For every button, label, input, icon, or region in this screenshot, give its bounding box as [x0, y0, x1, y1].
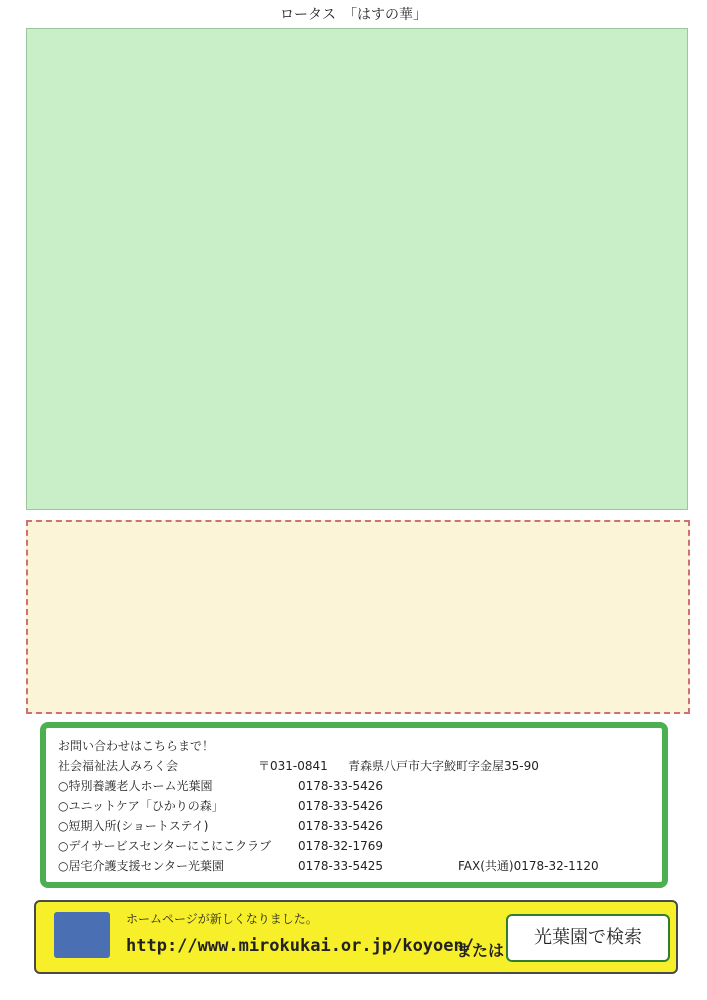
- facility-tel: 0178-33-5425: [298, 859, 384, 873]
- facility-name: ○デイサービスセンターにこにこクラブ: [58, 839, 272, 853]
- editorial-panel: [26, 520, 690, 714]
- facility-tel: 0178-33-5426: [298, 799, 384, 813]
- facility-row: [58, 796, 650, 816]
- org-name: 社会福祉法人みろく会: [58, 759, 179, 773]
- newsletter-title: ロータス 「はすの華」: [280, 7, 427, 23]
- facility-name: ○居宅介護支援センター光葉園: [58, 859, 224, 873]
- website-url[interactable]: http://www.mirokukai.or.jp/koyoen/: [126, 936, 474, 956]
- facility-name: ○ユニットケア「ひかりの森」: [58, 799, 224, 813]
- contact-intro: お問い合わせはこちらまで！: [58, 739, 215, 753]
- contact-box: [40, 722, 668, 888]
- website-notice: ホームページが新しくなりました。: [126, 912, 318, 926]
- facility-row: [58, 816, 650, 836]
- facility-tel: 0178-32-1769: [298, 839, 384, 853]
- postal-code: 〒031-0841: [258, 759, 328, 773]
- address: 青森県八戸市大字鮫町字金屋35-90: [348, 759, 539, 773]
- facility-name: ○短期入所(ショートステイ): [58, 819, 209, 833]
- facility-row: [58, 836, 650, 856]
- laptop-icon: [54, 912, 110, 958]
- facility-name: ○特別養護老人ホーム光葉園: [58, 779, 213, 793]
- fax-number: FAX(共通)0178-32-1120: [458, 859, 599, 873]
- or-label: または: [456, 941, 505, 960]
- facility-tel: 0178-33-5426: [298, 779, 384, 793]
- facility-row: [58, 856, 650, 876]
- website-banner: [34, 900, 678, 974]
- facility-tel: 0178-33-5426: [298, 819, 384, 833]
- search-box[interactable]: 光葉園で検索: [506, 914, 670, 962]
- contact-org-row: [58, 756, 650, 776]
- articles-panel: [26, 28, 688, 510]
- facility-row: [58, 776, 650, 796]
